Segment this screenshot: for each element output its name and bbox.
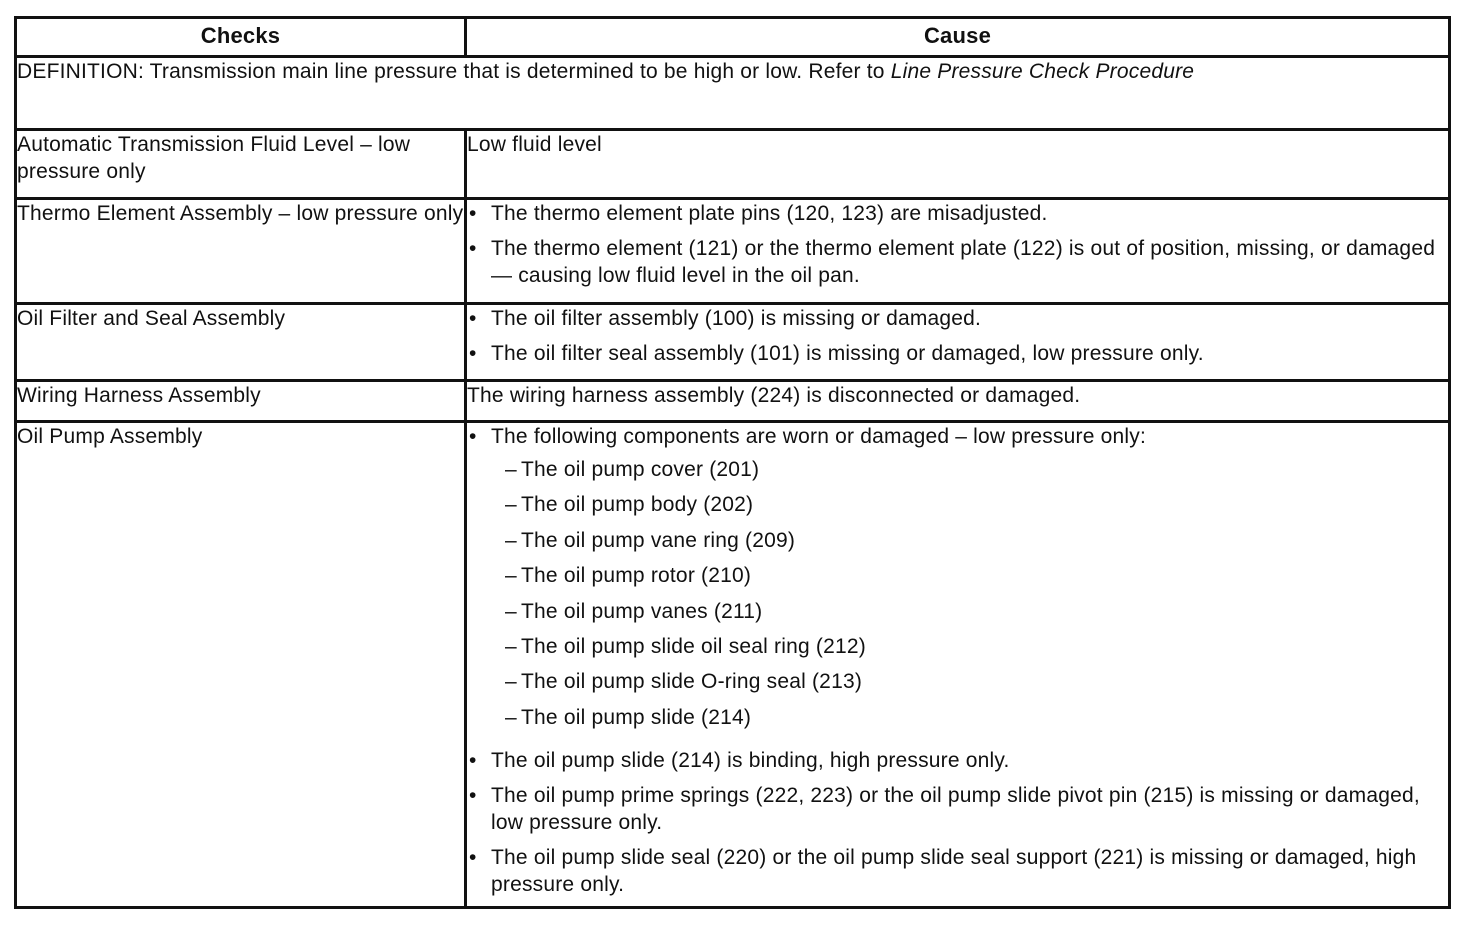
checks-column-header: Checks (16, 18, 466, 57)
component-item: – The oil pump vanes (211) (505, 598, 1448, 633)
cause-cell (466, 422, 1450, 908)
component-item: – The oil pump cover (201) (505, 456, 1448, 491)
component-item: – The oil pump slide oil seal ring (212) (505, 633, 1448, 668)
table-row (16, 381, 1450, 422)
line-pressure-diagnostic-table (14, 16, 1451, 909)
component-list (505, 456, 1448, 739)
table-row (16, 422, 1450, 908)
table-row (16, 304, 1450, 381)
cause-column-header: Cause (466, 18, 1450, 57)
table-row (16, 199, 1450, 304)
cause-list (467, 305, 1448, 367)
component-lead-text: The following components are worn or damaged – low pressure only: (491, 425, 1147, 448)
check-cell: Oil Filter and Seal Assembly (16, 304, 466, 381)
list-item: • The thermo element (121) or the thermo element plate (122) is out of position, missing, or damaged — causing low fluid level in the oil pan. (467, 235, 1448, 289)
diagnostic-document (14, 16, 1448, 909)
definition-text: DEFINITION: Transmission main line pressure that is determined to be high or low. Refer to (17, 60, 891, 83)
definition-cell (16, 57, 1450, 130)
list-item: • The oil pump slide (214) is binding, high pressure only. (467, 747, 1448, 774)
list-item: • The oil pump slide seal (220) or the oil pump slide seal support (221) is missing or damaged, high pressure only. (467, 844, 1448, 898)
definition-row (16, 57, 1450, 130)
list-item (467, 423, 1448, 739)
cause-cell: The wiring harness assembly (224) is disconnected or damaged. (466, 381, 1450, 422)
check-cell: Wiring Harness Assembly (16, 381, 466, 422)
cause-cell (466, 304, 1450, 381)
cause-cell: Low fluid level (466, 130, 1450, 199)
cause-list (467, 200, 1448, 289)
list-item: • The oil filter seal assembly (101) is missing or damaged, low pressure only. (467, 340, 1448, 367)
list-item: • The thermo element plate pins (120, 123) are misadjusted. (467, 200, 1448, 227)
list-item: • The oil pump prime springs (222, 223) or the oil pump slide pivot pin (215) is missing or damaged, low pressure only. (467, 782, 1448, 836)
component-item: – The oil pump slide (214) (505, 704, 1448, 739)
component-item: – The oil pump vane ring (209) (505, 527, 1448, 562)
check-cell: Thermo Element Assembly – low pressure only (16, 199, 466, 304)
table-row (16, 130, 1450, 199)
cause-cell (466, 199, 1450, 304)
line-pressure-procedure-reference: Line Pressure Check Procedure (890, 60, 1195, 83)
check-cell: Oil Pump Assembly (16, 422, 466, 908)
check-cell: Automatic Transmission Fluid Level – low pressure only (16, 130, 466, 199)
list-item: • The oil filter assembly (100) is missing or damaged. (467, 305, 1448, 332)
component-item: – The oil pump slide O-ring seal (213) (505, 668, 1448, 703)
table-header-row (16, 18, 1450, 57)
cause-list (467, 423, 1448, 898)
component-item: – The oil pump rotor (210) (505, 562, 1448, 597)
component-item: – The oil pump body (202) (505, 491, 1448, 526)
